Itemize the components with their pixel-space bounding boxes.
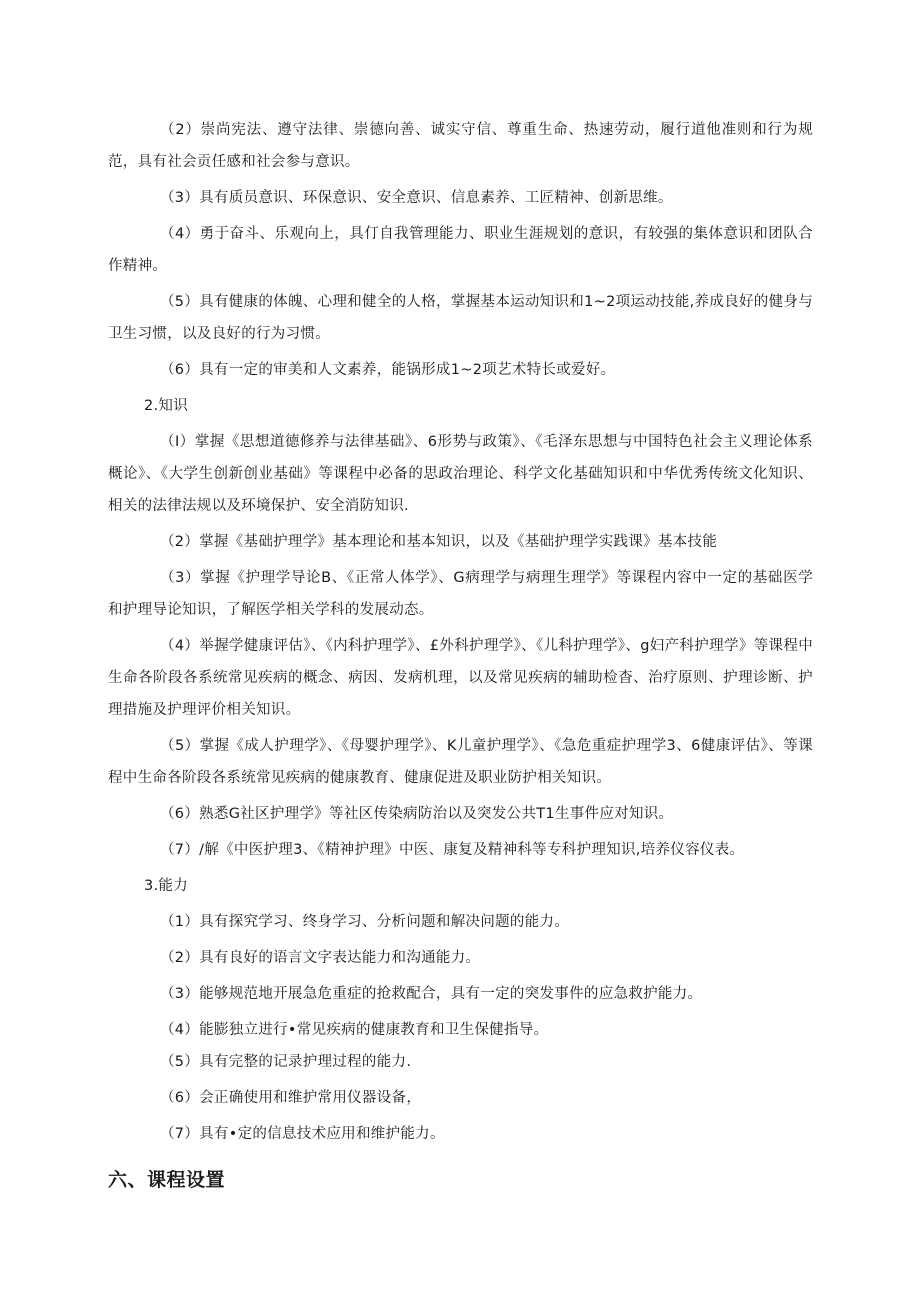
- ability-item-1: （1）具有探究学习、终身学习、分析问题和解决问题的能力。: [160, 914, 570, 930]
- ability-item-3: （3）能够规范地开展急危重症的抢救配合，具有一定的突发事件的应急救护能力。: [160, 986, 703, 1002]
- document-body: [108, 114, 813, 1196]
- knowledge-item-5: （5）掌握《成人护理学》、《母婴护理学》、K儿童护理学》、《急危重症护理学3、6健康评估》、等课程中生命各阶段各系统常见疾病的健康教育、健康促进及职业防护相关知识。: [108, 738, 813, 786]
- ability-heading: 3.能力: [144, 878, 189, 894]
- knowledge-item-3: （3）掌握《护理学导论B、《正常人体学》、G病理学与病理生理学》等课程内容中一定的基础医学和护理导论知识，了解医学相关学科的发展动态。: [108, 570, 813, 618]
- ability-item-2: （2）具有良好的语言文字表达能力和沟通能力。: [160, 950, 481, 966]
- ability-item-5: （5）具有完整的记录护理过程的能力.: [160, 1054, 412, 1070]
- quality-item-3: （3）具有质员意识、环保意识、安全意识、信息素养、工匠精神、创新思维。: [160, 190, 673, 206]
- knowledge-heading: 2.知识: [144, 398, 189, 414]
- knowledge-item-6: （6）熟悉G社区护理学》等社区传染病防治以及突发公共T1生事件应对知识。: [160, 806, 674, 822]
- knowledge-item-4: （4）举握学健康评估》、《内科护理学》、£外科护理学》、《儿科护理学》、g妇产科护理学》等课程中生命各阶段各系统常见疾病的概念、病因、发病机理，以及常见疾病的辅助检杳、治疗原则、护理诊断、护理措施及护理评价相关知识。: [108, 638, 813, 718]
- ability-item-7: （7）具有•定的信息技术应用和维护能力。: [160, 1126, 445, 1142]
- quality-item-5: （5）具有健康的体魄、心理和健全的人格，掌握基本运动知识和1~2项运动技能,养成良好的健身与卫生习惯，以及良好的行为习惯。: [108, 294, 813, 342]
- knowledge-item-1: （I）掌握《思想道德修养与法律基础》、6形势与政策》、《毛泽东思想与中国特色社会主义理论体系概论》、《大学生创新创业基础》等课程中必备的思政治理论、科学文化基础知识和中华优秀传统文化知识、相关的法律法规以及环境保护、安全消防知识.: [108, 434, 813, 514]
- quality-item-2: （2）崇尚宪法、遵守法律、崇德向善、诚实守信、尊重生命、热速劳动，履行道他准则和行为规范，具有社会贡任感和社会参与意识。: [108, 122, 813, 170]
- ability-item-6: （6）会正确使用和维护常用仪器设备，: [160, 1090, 422, 1106]
- section-title: 六、课程设置: [108, 1169, 226, 1191]
- ability-item-4: （4）能膨独立进行•常见疾病的健康教育和卫生保健指导。: [160, 1022, 549, 1038]
- quality-item-6: （6）具有一定的审美和人文素养，能锅形成1~2项艺术特长或爱好。: [160, 362, 616, 378]
- knowledge-item-7: （7）/解《中医护理3、《精神护理》中医、康复及精神科等专科护理知识,培养仪容仪表。: [160, 842, 745, 858]
- quality-item-4: （4）勇于奋斗、乐观向上，具仃自我管理能力、职业生涯规划的意识，有较强的集体意识和团队合作精神。: [108, 226, 813, 274]
- knowledge-item-2: （2）掌握《基础护理学》基本理论和基本知识，以及《基础护理学实践课》基本技能: [160, 534, 718, 550]
